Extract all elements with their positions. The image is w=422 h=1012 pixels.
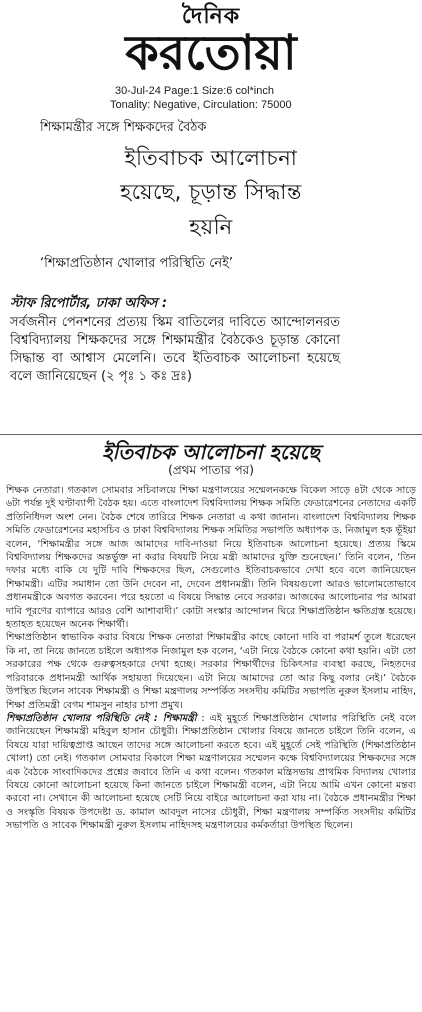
headline-line-3: হয়নি xyxy=(189,215,233,239)
headline-line-1: ইতিবাচক আলোচনা xyxy=(124,146,298,170)
clip-meta-date: 30-Jul-24 Page:1 Size:6 col*inch xyxy=(115,85,274,97)
masthead-prefix: দৈনিক xyxy=(181,4,241,29)
body-paragraph-2: শিক্ষাপ্রতিষ্ঠান স্বাভাবিক করার বিষয়ে শিক্ষক নেতারা শিক্ষামন্ত্রীর কাছে কোনো দাবি বা পরামর্শ তুলে ধরেছেন কি না, তা নিয়ে জানতে চাইলে অধ্যাপক নিজামুল হক বলেন, ‘এটা নিয়ে বৈঠকে কোনো কথা হয়নি। এটা তো সরকারের পক্ষ থেকে গুরুত্বসহকারে দেখা হচ্ছে। সরকার শিক্ষার্থীদের চিকিৎসার ব্যবস্থা করছে, নিহতদের পরিবারকে প্রধানমন্ত্রী আর্থিক সহায়তা দিয়েছেন। এটা নিয়ে আমাদের তো আর কিছু বলার নেই।’ বৈঠকে উপস্থিত ছিলেন সাবেক শিক্ষামন্ত্রী ও শিক্ষা মন্ত্রণালয় সম্পর্কিত সংসদীয় কমিটির সভাপতি নুরুল ইসলাম নাহিদ, শিক্ষা প্রতিমন্ত্রী বেগম শামসুন নাহার চাপা প্রমুখ। xyxy=(6,632,416,711)
clip-meta-tonality: Tonality: Negative, Circulation: 75000 xyxy=(110,99,292,111)
continuation-headline: ইতিবাচক আলোচনা হয়েছে xyxy=(102,440,320,464)
byline: স্টাফ রিপোর্টার, ঢাকা অফিস : xyxy=(10,296,168,311)
section-divider xyxy=(0,434,422,435)
headline-line-2: হয়েছে, চূড়ান্ত সিদ্ধান্ত xyxy=(120,180,302,204)
body-paragraph-3-text: : এই মুহূর্তে শিক্ষাপ্রতিষ্ঠান খোলার পরিস্থিতি নেই বলে জানিয়েছেন শিক্ষামন্ত্রী মহিবুল হাসান চৌধুরী। শিক্ষাপ্রতিষ্ঠান খোলার বিষয়ে জানতে চাইলে তিনি বলেন, এ বিষয়ে যারা দায়িত্বপ্রাপ্ত আছেন তাদের সঙ্গে আলোচনা করতে হবে। এই মুহূর্তে সেই পরিস্থিতি (শিক্ষাপ্রতিষ্ঠান খোলা) তো নেই। গতকাল সোমবার বিকালে শিক্ষা মন্ত্রণালয়ের সম্মেলন কক্ষে বিশ্ববিদ্যালয়ের শিক্ষকদের সঙ্গে এক বৈঠকে সাংবাদিকদের প্রশ্নের জবাবে তিনি এ কথা বলেন। গতকাল মন্ত্রিসভায় প্রাথমিক বিদ্যালয় খোলার বিষয়ে কোনো আলোচনা হয়েছে কিনা জানতে চাইলে শিক্ষামন্ত্রী বলেন, এটা নিয়ে আমি এখন কোনো মন্তব্য করবো না। সেখানে কী আলোচনা হয়েছে সেটি নিয়ে বাইরে আলোচনা করা যায় না। বৈঠকে প্রধানমন্ত্রীর শিক্ষা ও সংস্কৃতি বিষয়ক উপদেষ্টা ড. কামাল আবদুল নাসের চৌধুরী, শিক্ষা মন্ত্রণালয় সম্পর্কিত সংসদীয় কমিটির সভাপতি ও সাবেক শিক্ষামন্ত্রী নুরুল ইসলাম নাহিদসহ মন্ত্রণালয়ের কর্মকর্তারা উপস্থিত ছিলেন। xyxy=(6,712,417,832)
article-body xyxy=(6,484,416,833)
article-kicker: শিক্ষামন্ত্রীর সঙ্গে শিক্ষকদের বৈঠক xyxy=(40,120,207,135)
masthead-title: করতোয়া xyxy=(125,25,297,81)
subhead-inline: শিক্ষাপ্রতিষ্ঠান খোলার পরিস্থিতি নেই : শিক্ষামন্ত্রী xyxy=(6,712,197,724)
continuation-subtitle: (প্রথম পাতার পর) xyxy=(168,463,254,477)
body-paragraph-1: শিক্ষক নেতারা। গতকাল সোমবার সচিবালয়ে শিক্ষা মন্ত্রণালয়ের সম্মেলনকক্ষে বিকেল সাড়ে ৪টা থেকে সাড়ে ৬টা পর্যন্ত দুই ঘণ্টাব্যাপী বৈঠক হয়। এতে বাংলাদেশ বিশ্ববিদ্যালয় শিক্ষক সমিতি ফেডারেশনের নেতাদের একটি প্রতিনিধিদল অংশ নেন। বৈঠক শেষে তারিরে শিক্ষক নেতারা এ কথা জানান। বাংলাদেশ বিশ্ববিদ্যালয় শিক্ষক সমিতি ফেডারেশনের মহাসচিব ও ঢাকা বিশ্ববিদ্যালয় শিক্ষক সমিতির সভাপতি অধ্যাপক ড. নিজামুল হক ভূঁইয়া বলেন, ‘শিক্ষামন্ত্রীর সঙ্গে আজ আমাদের দাবি-দাওয়া নিয়ে ইতিবাচক আলোচনা হয়েছে। প্রত্যয় স্কিমে বিশ্ববিদ্যালয় শিক্ষকদের অন্তর্ভুক্ত না করার বিষয়টি নিয়ে মন্ত্রী আমাদের যুক্তি শুনেছেন।’ তিনি বলেন, ‘তিন দফার মধ্যে বাকি যে দুটি দাবি শিক্ষকদের ছিল, সেগুলোও ইতিবাচকভাবে দেখা হবে বলে জানিয়েছেন শিক্ষামন্ত্রী। এটির সমাধান তো উনি দেবেন না, দেবেন প্রধানমন্ত্রী। তিনি বিষয়গুলো আরও ভালোমতোভাবে প্রধানমন্ত্রীকে অবগত করবেন। পরে হয়তো এ বিষয়ে সিদ্ধান্ত নেবে সরকার। আজকের আলোচনার পর আমরা দাবি পূরণের ব্যাপারে আরও বেশি আশাবাদী।’ কোটা সংস্কার আন্দোলন ঘিরে শিক্ষাপ্রতিষ্ঠান ক্ষতিগ্রস্ত হয়েছে। হতাহত হয়েছেন অনেক শিক্ষার্থী। xyxy=(6,485,416,631)
pull-quote: ‘শিক্ষাপ্রতিষ্ঠান খোলার পরিস্থিতি নেই’ xyxy=(40,256,234,271)
lede-paragraph: সর্বজনীন পেনশনের প্রত্যয় স্কিম বাতিলের দাবিতে আন্দোলনরত বিশ্ববিদ্যালয় শিক্ষকদের সঙ্গে শিক্ষামন্ত্রীর বৈঠকেও চূড়ান্ত কোনো সিদ্ধান্ত বা আশ্বাস মেলেনি। তবে ইতিবাচক আলোচনা হয়েছে বলে জানিয়েছেন (২ পৃঃ ১ কঃ দ্রঃ) xyxy=(10,315,340,384)
body-paragraph-3 xyxy=(6,712,416,833)
